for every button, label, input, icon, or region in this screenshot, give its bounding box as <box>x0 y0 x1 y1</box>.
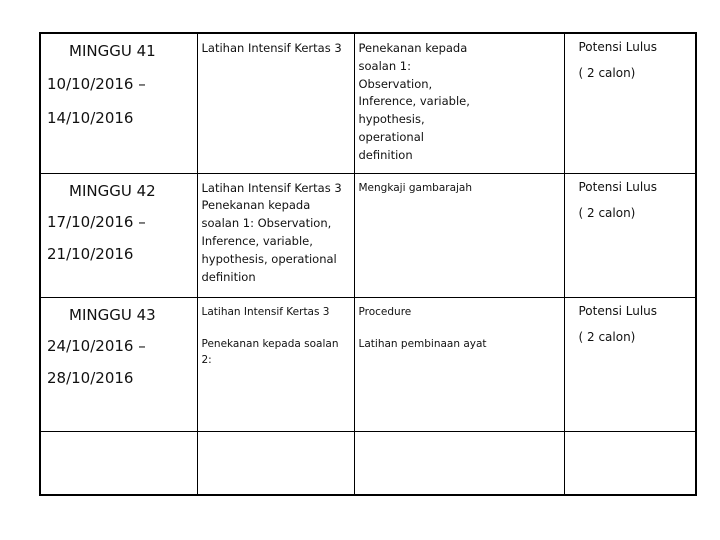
schedule-table <box>39 32 697 496</box>
activity-cell <box>197 33 354 173</box>
potential-label: Potensi Lulus <box>578 179 658 194</box>
date-end: 28/10/2016 <box>47 368 134 387</box>
focus-text: Mengkaji gambarajah <box>358 181 473 194</box>
week-label: MINGGU 43 <box>69 305 156 324</box>
potential-cell <box>564 297 696 431</box>
date-range <box>47 74 197 129</box>
empty-cell <box>40 431 197 495</box>
focus-text-secondary: Latihan pembinaan ayat <box>358 337 487 350</box>
potential-label: Potensi Lulus <box>578 40 658 54</box>
date-start: 10/10/2016 – <box>47 75 146 93</box>
focus-text: Procedure <box>358 305 412 318</box>
activity-text-secondary: Penekanan kepada soalan 2: <box>201 337 339 367</box>
activity-cell <box>197 173 354 297</box>
focus-text: Penekanan kepada soalan 1: Observation, Inference, variable, hypothesis, operational definition <box>358 41 470 162</box>
date-range <box>47 212 197 265</box>
empty-cell <box>564 431 696 495</box>
week-cell <box>40 173 197 297</box>
potential-block <box>565 298 696 344</box>
date-start: 24/10/2016 – <box>47 336 146 355</box>
potential-cell <box>564 33 696 173</box>
week-cell <box>40 33 197 173</box>
date-start: 17/10/2016 – <box>47 212 146 231</box>
candidate-count: ( 2 calon) <box>578 205 636 220</box>
week-label: MINGGU 42 <box>69 181 156 200</box>
week-label: MINGGU 41 <box>69 42 156 60</box>
potential-label: Potensi Lulus <box>578 303 658 318</box>
table-row <box>40 297 696 431</box>
focus-cell <box>354 33 564 173</box>
focus-cell <box>354 173 564 297</box>
empty-cell <box>197 431 354 495</box>
table-row-empty <box>40 431 696 495</box>
date-range <box>47 336 197 389</box>
week-cell <box>40 297 197 431</box>
table-row <box>40 173 696 297</box>
candidate-count: ( 2 calon) <box>578 329 636 344</box>
activity-cell <box>197 297 354 431</box>
table-row <box>40 33 696 173</box>
activity-text: Latihan Intensif Kertas 3 <box>201 305 330 318</box>
activity-text: Latihan Intensif Kertas 3 <box>201 41 342 55</box>
activity-text: Latihan Intensif Kertas 3 Penekanan kepada soalan 1: Observation, Inference, variable, hypothesis, operational definition <box>201 180 342 284</box>
date-end: 21/10/2016 <box>47 244 134 263</box>
potential-cell <box>564 173 696 297</box>
empty-cell <box>354 431 564 495</box>
date-end: 14/10/2016 <box>47 109 134 128</box>
candidate-count: ( 2 calon) <box>578 66 636 80</box>
focus-cell <box>354 297 564 431</box>
potential-block <box>565 174 696 220</box>
potential-block <box>565 34 696 80</box>
